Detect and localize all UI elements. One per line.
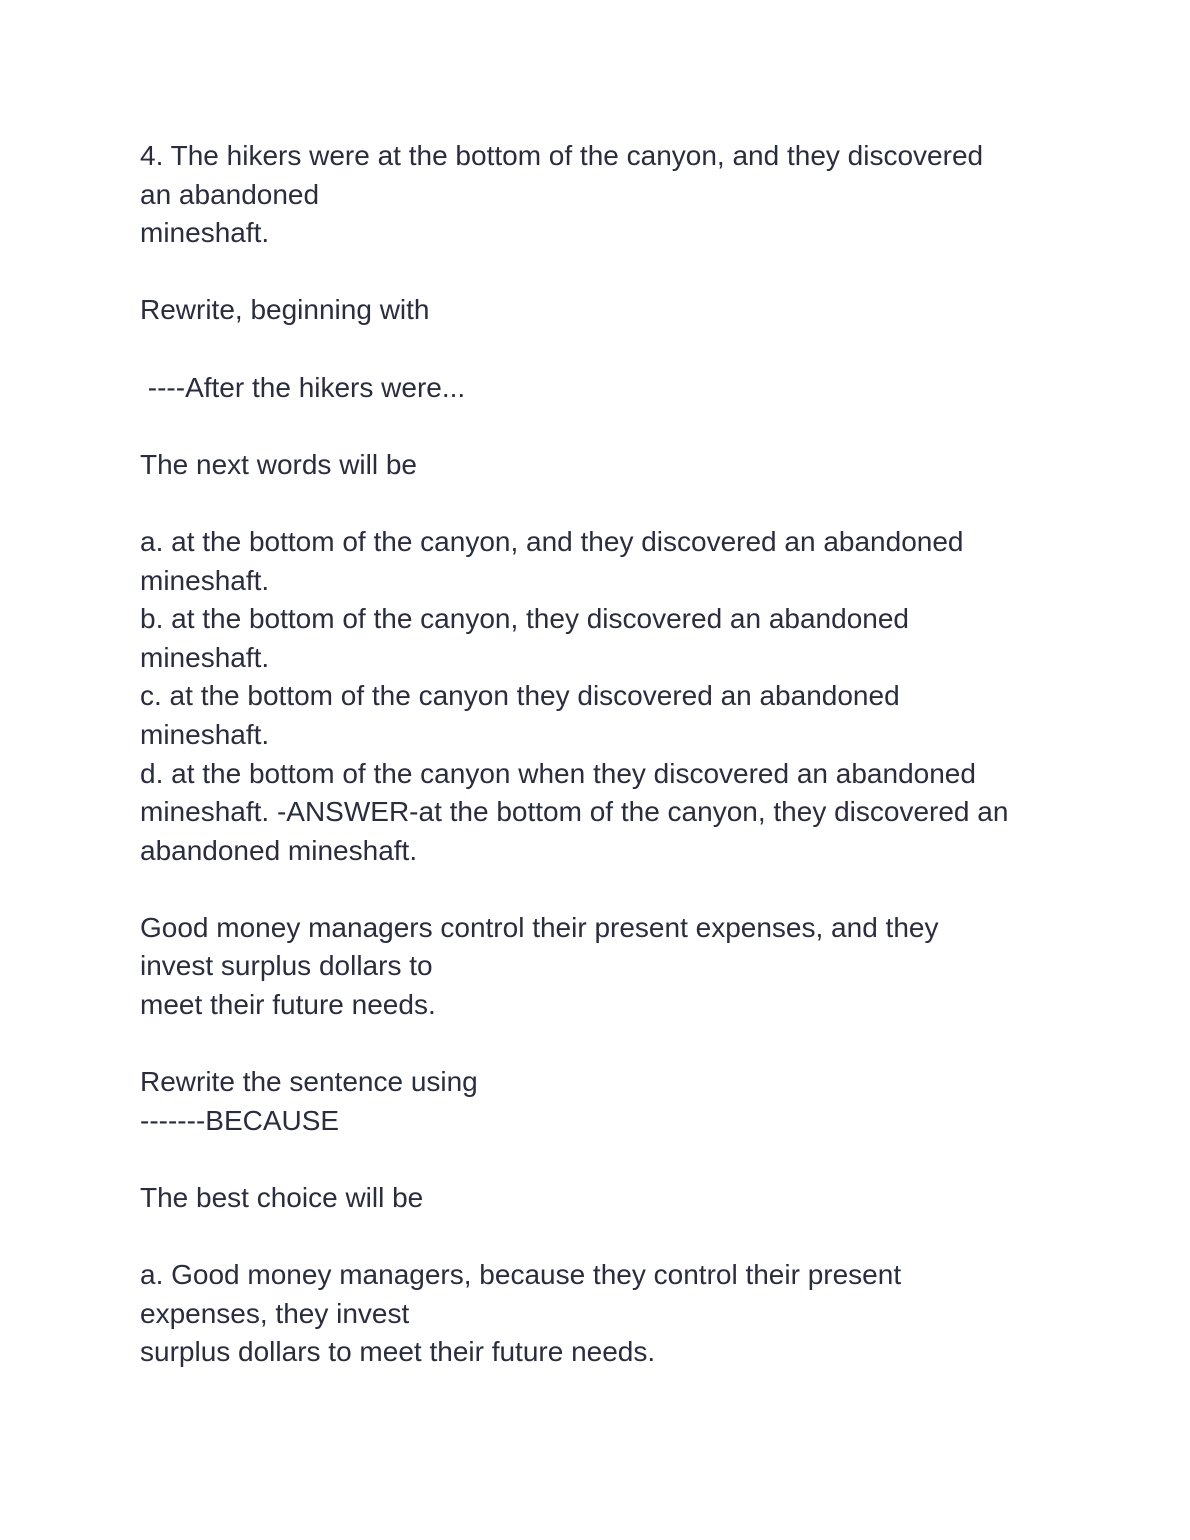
option-c-line: c. at the bottom of the canyon they discovered an abandoned (140, 680, 900, 712)
question-5-lead-in: The best choice will be (140, 1182, 424, 1214)
option-a-line: a. Good money managers, because they control their present (140, 1259, 902, 1291)
spacer (140, 870, 1060, 909)
spacer (140, 1025, 1060, 1064)
option-b-line: mineshaft. (140, 641, 270, 673)
answer-line: abandoned mineshaft. (140, 834, 418, 866)
spacer (140, 1140, 1060, 1179)
spacer (140, 407, 1060, 446)
question-5-prompt-line: meet their future needs. (140, 989, 436, 1021)
spacer (140, 1218, 1060, 1257)
question-5 (140, 909, 1060, 1372)
document-body (140, 137, 1060, 1372)
option-c-line: mineshaft. (140, 718, 270, 750)
question-5-prompt-line: invest surplus dollars to (140, 950, 433, 982)
option-a-line: mineshaft. (140, 564, 270, 596)
option-a-line: surplus dollars to meet their future needs. (140, 1336, 656, 1368)
question-5-instruction: Rewrite the sentence using (140, 1066, 478, 1098)
question-5-keyword: -------BECAUSE (140, 1104, 340, 1136)
spacer (140, 330, 1060, 369)
question-4-prompt-line: mineshaft. (140, 217, 270, 249)
question-4-prompt-line: an abandoned (140, 178, 320, 210)
question-4-instruction: Rewrite, beginning with (140, 294, 430, 326)
question-5-prompt-line: Good money managers control their present expenses, and they (140, 911, 939, 943)
option-a-line: expenses, they invest (140, 1297, 410, 1329)
option-d-line: d. at the bottom of the canyon when they discovered an abandoned (140, 757, 976, 789)
spacer (140, 484, 1060, 523)
spacer (140, 253, 1060, 292)
question-4-starter: ----After the hikers were... (140, 371, 466, 403)
question-4-prompt-line: 4. The hikers were at the bottom of the canyon, and they discovered (140, 140, 984, 171)
answer-line: mineshaft. -ANSWER-at the bottom of the canyon, they discovered an (140, 796, 1009, 828)
question-4-lead-in: The next words will be (140, 448, 418, 480)
question-4 (140, 137, 1060, 870)
option-b-line: b. at the bottom of the canyon, they discovered an abandoned (140, 603, 909, 635)
option-a-line: a. at the bottom of the canyon, and they discovered an abandoned (140, 525, 964, 557)
